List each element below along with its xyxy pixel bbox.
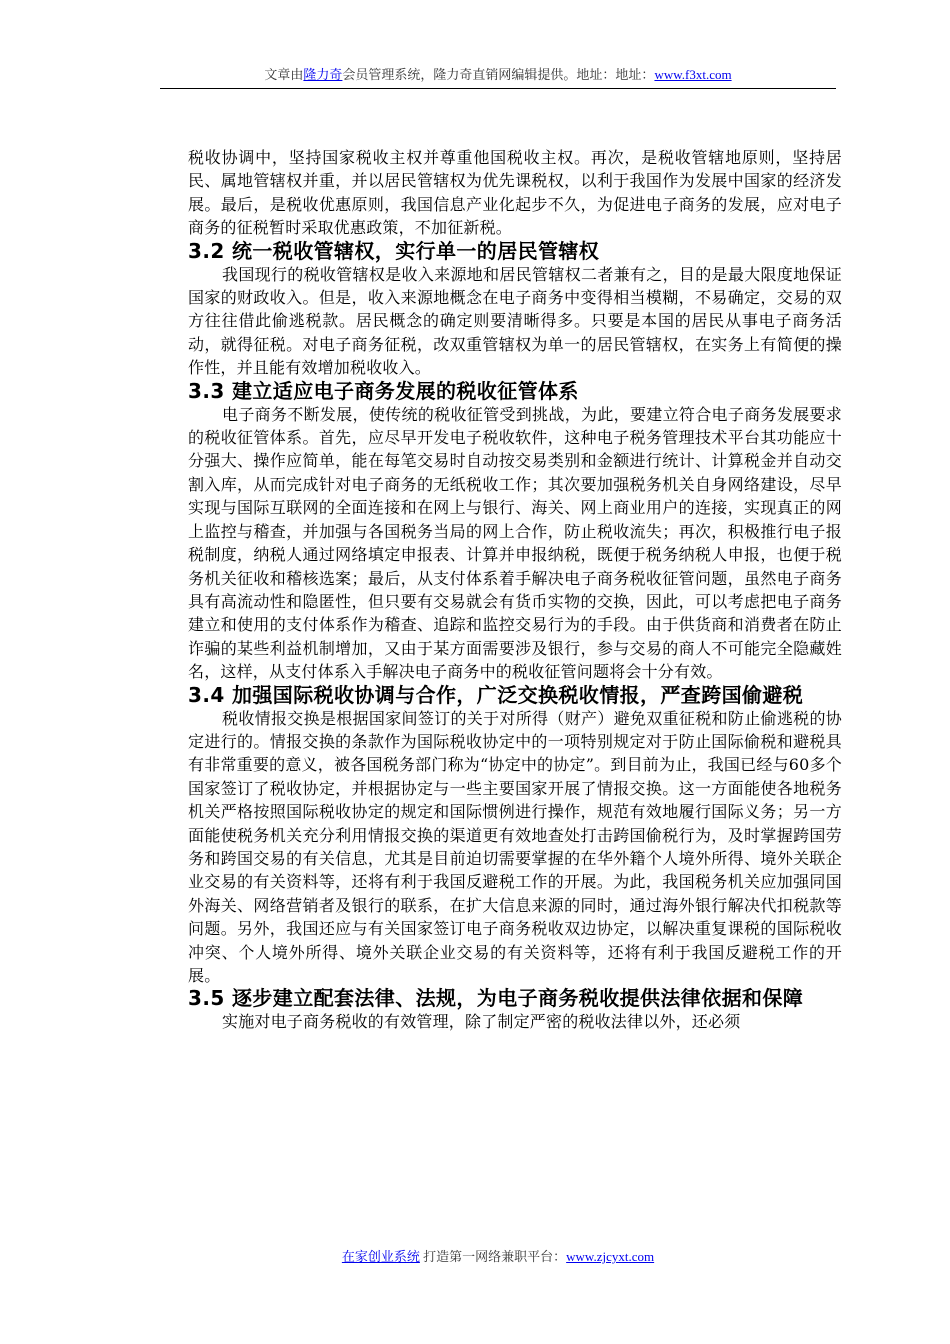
section-paragraph-3-4: 税收情报交换是根据国家间签订的关于对所得（财产）避免双重征税和防止偷逃税的协定进行的。情报交换的条款作为国际税收协定中的一项特别规定对于防止国际偷税和避税具有非常重要的意义，被各国税务部门称为“协定中的协定”。到目前为止，我国已经与60多个国家签订了税收协定，并根据协定与一些主要国家开展了情报交换。这一方面能使各地税务机关严格按照国际税收协定的规定和国际惯例进行操作，规范有效地履行国际义务；另一方面能使税务机关充分利用情报交换的渠道更有效地查处打击跨国偷税行为，及时掌握跨国劳务和跨国交易的有关信息，尤其是目前迫切需要掌握的在华外籍个人境外所得、境外关联企业交易的有关资料等，还将有利于我国反避税工作的开展。为此，我国税务机关应加强同国外海关、网络营销者及银行的联系，在扩大信息来源的同时，通过海外银行解决代扣税款等问题。另外，我国还应与有关国家签订电子商务税收双边协定，以解决重复课税的国际税收冲突、个人境外所得、境外关联企业交易的有关资料等，还将有利于我国反避税工作的开展。	[188, 708, 842, 985]
section-paragraph-3-3: 电子商务不断发展，使传统的税收征管受到挑战，为此，要建立符合电子商务发展要求的税收征管体系。首先，应尽早开发电子税收软件，这种电子税务管理技术平台其功能应十分强大、操作应简单，能在每笔交易时自动按交易类别和金额进行统计、计算税金并自动交割入库，从而完成针对电子商务的无纸税收工作；其次要加强税务机关自身网络建设，尽早实现与国际互联网的全面连接和在网上与银行、海关、网上商业用户的连接，实现真正的网上监控与稽查，并加强与各国税务当局的网上合作，防止税收流失；再次，积极推行电子报税制度，纳税人通过网络填定申报表、计算并申报纳税，既便于税务纳税人申报，也便于税务机关征收和稽核选案；最后，从支付体系着手解决电子商务税收征管问题，虽然电子商务具有高流动性和隐匿性，但只要有交易就会有货币实物的交换，因此，可以考虑把电子商务建立和使用的支付体系作为稽查、追踪和监控交易行为的手段。由于供货商和消费者在防止诈骗的某些利益机制增加，又由于某方面需要涉及银行，参与交易的商人不可能完全隐藏姓名，这样，从支付体系入手解决电子商务中的税收征管问题将会十分有效。	[188, 404, 842, 682]
section-heading-3-2: 3.2 统一税收管辖权，实行单一的居民管辖权	[188, 238, 600, 263]
document-body	[188, 146, 842, 1034]
section-heading-3-4: 3.4 加强国际税收协调与合作，广泛交换税收情报，严查跨国偷避税	[188, 682, 804, 707]
header-brand-link[interactable]: 隆力奇	[303, 67, 343, 82]
page-footer	[160, 1248, 836, 1266]
section-heading-3-3: 3.3 建立适应电子商务发展的税收征管体系	[188, 378, 579, 403]
header-url-link[interactable]: www.f3xt.com	[654, 67, 732, 82]
footer-url-link[interactable]: www.zjcyxt.com	[566, 1249, 655, 1264]
footer-brand-link[interactable]: 在家创业系统	[341, 1249, 420, 1264]
header-middle-text: 会员管理系统，隆力奇直销网编辑提供。地址：地址：	[342, 67, 655, 82]
footer-middle-text: 打造第一网络兼职平台：	[419, 1249, 567, 1264]
section-heading-3-5: 3.5 逐步建立配套法律、法规，为电子商务税收提供法律依据和保障	[188, 986, 804, 1011]
header-divider	[160, 88, 836, 89]
section-paragraph-3-5: 实施对电子商务税收的有效管理，除了制定严密的税收法律以外，还必须	[222, 1012, 741, 1032]
section-paragraph-3-2: 我国现行的税收管辖权是收入来源地和居民管辖权二者兼有之，目的是最大限度地保证国家的财政收入。但是，收入来源地概念在电子商务中变得相当模糊，不易确定，交易的双方往往借此偷逃税款。居民概念的确定则要清晰得多。只要是本国的居民从事电子商务活动，就得征税。对电子商务征税，改双重管辖权为单一的居民管辖权，在实务上有简便的操作性，并且能有效增加税收收入。	[188, 264, 842, 378]
intro-paragraph: 税收协调中，坚持国家税收主权并尊重他国税收主权。再次，是税收管辖地原则，坚持居民、属地管辖权并重，并以居民管辖权为优先课税权，以利于我国作为发展中国家的经济发展。最后，是税收优惠原则，我国信息产业化起步不久，为促进电子商务的发展，应对电子商务的征税暂时采取优惠政策，不加征新税。	[188, 148, 842, 238]
header-prefix: 文章由	[264, 67, 304, 82]
page-header	[160, 66, 836, 84]
